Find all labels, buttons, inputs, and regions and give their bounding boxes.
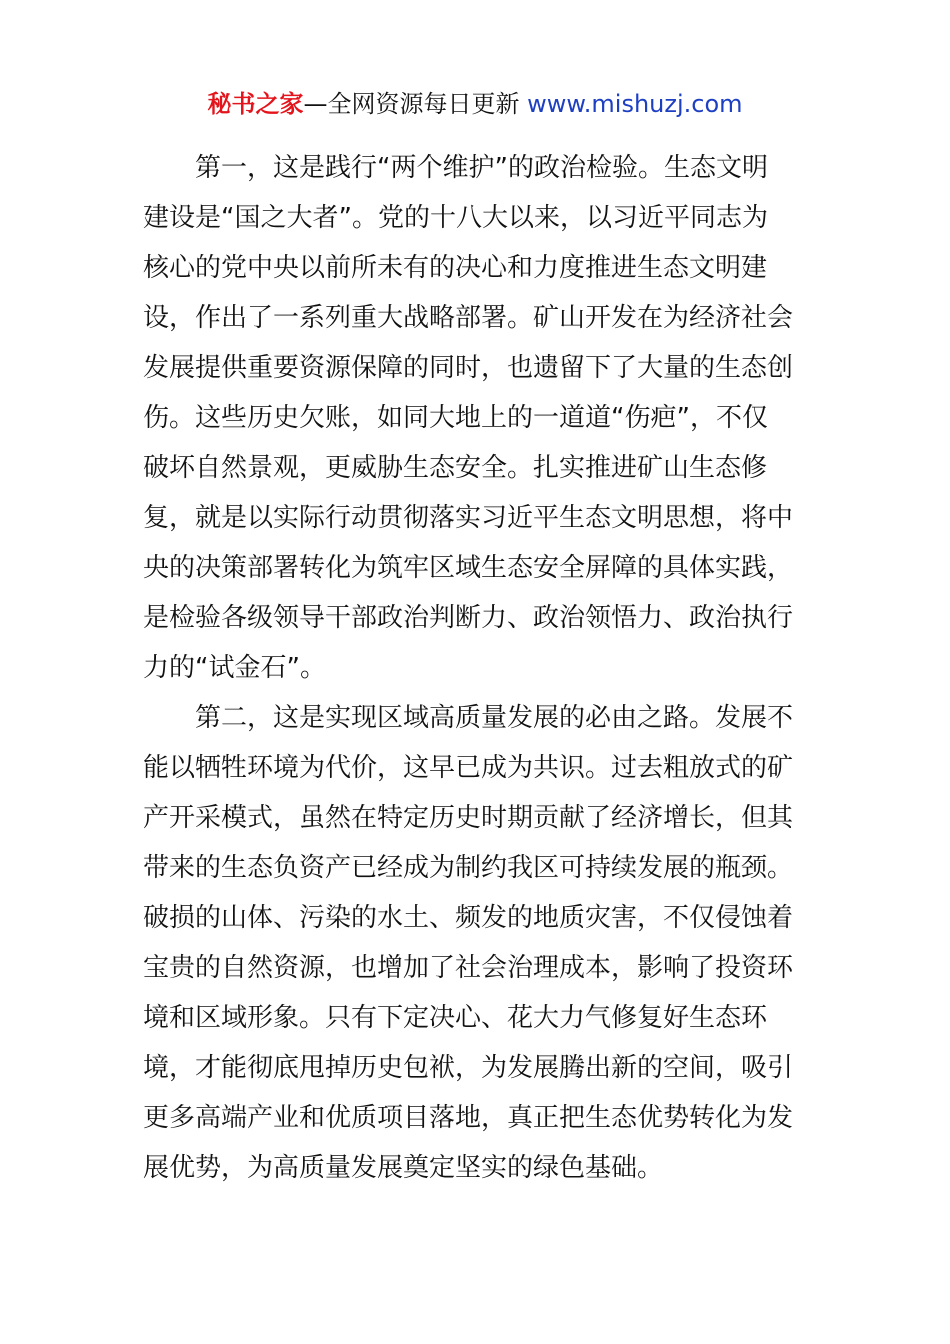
paragraph-line: 展优势，为高质量发展奠定坚实的绿色基础。 xyxy=(143,1153,664,1183)
paragraph-line: 建设是“国之大者”。党的十八大以来，以习近平同志为 xyxy=(143,203,768,233)
paragraph-line: 复，就是以实际行动贯彻落实习近平生态文明思想，将中 xyxy=(143,503,794,533)
paragraph-line: 第一，这是践行“两个维护”的政治检验。生态文明 xyxy=(195,153,768,183)
paragraph-line: 更多高端产业和优质项目落地，真正把生态优势转化为发 xyxy=(143,1103,794,1133)
paragraph-line: 带来的生态负资产已经成为制约我区可持续发展的瓶颈。 xyxy=(143,853,794,883)
paragraph-line: 第二，这是实现区域高质量发展的必由之路。发展不 xyxy=(195,703,794,733)
paragraph-line: 境，才能彻底甩掉历史包袱，为发展腾出新的空间，吸引 xyxy=(143,1053,794,1083)
paragraph-line: 发展提供重要资源保障的同时，也遗留下了大量的生态创 xyxy=(143,353,794,383)
paragraph-line: 宝贵的自然资源，也增加了社会治理成本，影响了投资环 xyxy=(143,953,794,983)
paragraph-line: 破坏自然景观，更威胁生态安全。扎实推进矿山生态修 xyxy=(143,453,768,483)
paragraph-line: 能以牺牲环境为代价，这早已成为共识。过去粗放式的矿 xyxy=(143,753,794,783)
paragraph-1 xyxy=(143,143,807,693)
paragraph-line: 央的决策部署转化为筑牢区域生态安全屏障的具体实践， xyxy=(143,553,794,583)
document-body xyxy=(143,143,807,1193)
paragraph-line: 核心的党中央以前所未有的决心和力度推进生态文明建 xyxy=(143,253,768,283)
paragraph-line: 设，作出了一系列重大战略部署。矿山开发在为经济社会 xyxy=(143,303,794,333)
paragraph-line: 境和区域形象。只有下定决心、花大力气修复好生态环 xyxy=(143,1003,768,1033)
paragraph-line: 破损的山体、污染的水土、频发的地质灾害，不仅侵蚀着 xyxy=(143,903,794,933)
header-url-link[interactable]: www.mishuzj.com xyxy=(527,90,743,118)
paragraph-line: 力的“试金石”。 xyxy=(143,653,326,683)
paragraph-2 xyxy=(143,693,807,1193)
paragraph-line: 伤。这些历史欠账，如同大地上的一道道“伤疤”，不仅 xyxy=(143,403,768,433)
page-header xyxy=(0,86,950,122)
paragraph-line: 是检验各级领导干部政治判断力、政治领悟力、政治执行 xyxy=(143,603,794,633)
header-tagline: —全网资源每日更新 xyxy=(303,90,520,118)
paragraph-line: 产开采模式，虽然在特定历史时期贡献了经济增长，但其 xyxy=(143,803,794,833)
header-brand: 秘书之家 xyxy=(207,90,304,118)
